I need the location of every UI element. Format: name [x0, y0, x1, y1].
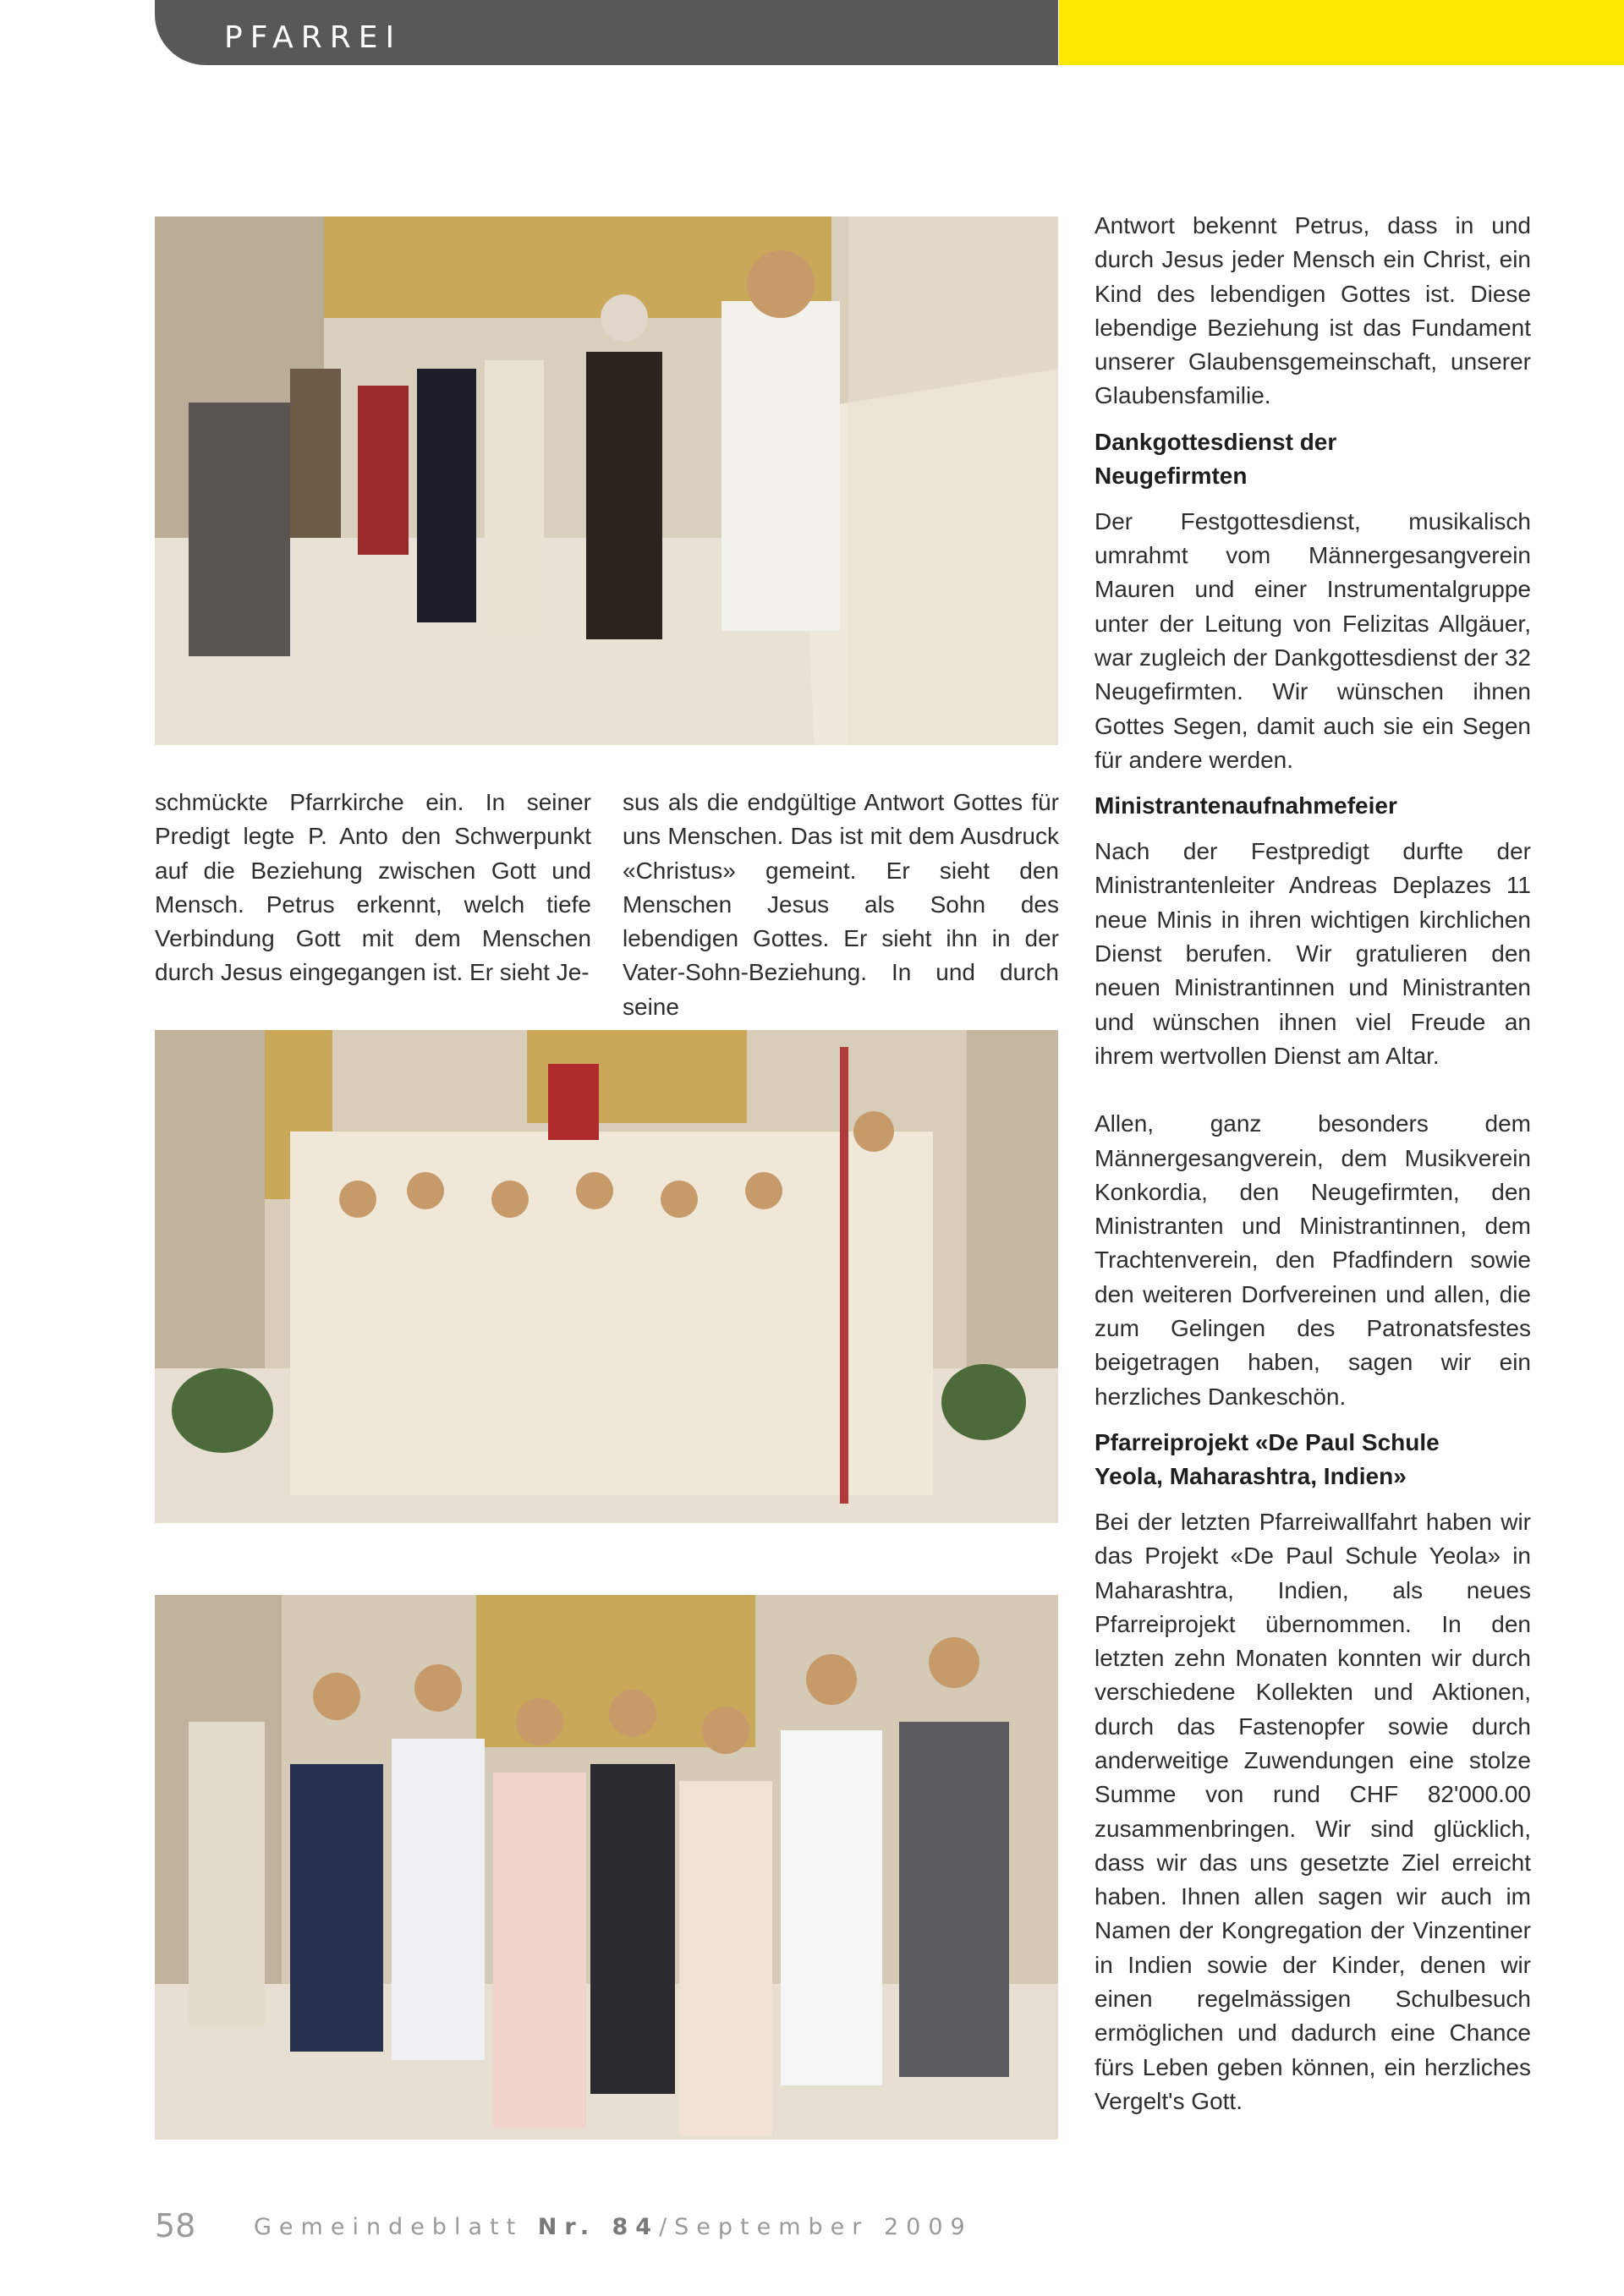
photo-altar-servers-group — [155, 1030, 1058, 1523]
article-column-right — [1095, 209, 1531, 2118]
paragraph-pfarreiprojekt: Bei der letzten Pfarreiwallfahrt haben wir das Projekt «De Paul Schule Yeola» in Maharashtra, Indien, als neues Pfarreiprojekt übernommen. In den letzten zehn Monaten konnten wir durch verschiedene Kollekten und Aktionen, durch das Fastenopfer sowie durch anderweitige Zuwendungen eine stolze Summe von rund CHF 82'000.00 zusammenbringen. Wir sind glücklich, dass wir das uns gesetzte Ziel erreicht haben. Ihnen allen sagen wir auch im Namen der Kongregation der Vinzentiner in Indien sowie der Kinder, denen wir einen regelmässigen Schulbesuch ermöglichen und dadurch eine Chance fürs Leben geben können, ein herzliches Vergelt's Gott. — [1095, 1508, 1531, 2114]
heading-dankgottesdienst: Dankgottesdienst der Neugefirmten — [1095, 428, 1337, 489]
photo-children-candles — [155, 1595, 1058, 2140]
photo-lector-ambo — [155, 216, 1058, 745]
section-title: PFARREI — [224, 20, 403, 55]
paragraph-ministranten: Nach der Festpredigt durfte der Ministrantenleiter Andreas Deplazes 11 neue Minis in ihren wichtigen kirchlichen Dienst berufen. Wir gratulieren den neuen Ministrantinnen und Ministranten und wünschen ihnen viel Freude an ihrem wertvollen Dienst am Altar. — [1095, 838, 1531, 1069]
paragraph-dankgottesdienst: Der Festgottesdienst, musikalisch umrahmt vom Männergesangverein Mauren und einer Instrumentalgruppe unter der Leitung von Felizitas Allgäuer, war zugleich der Dankgottesdienst der 32 Neugefirmten. Wir wünschen ihnen Gottes Segen, damit auch sie ein Segen für andere werden. — [1095, 507, 1531, 773]
paragraph-intro: Antwort bekennt Petrus, dass in und durch Jesus jeder Mensch ein Christ, ein Kind des lebendigen Gottes ist. Diese lebendige Beziehung ist das Fundament unserer Glaubensgemeinschaft, unserer Glaubensfamilie. — [1095, 212, 1531, 409]
article-column-left-b: sus als die endgültige Antwort Gottes für uns Menschen. Das ist mit dem Ausdruck «Christus» gemeint. Er sieht den Menschen Jesus als Sohn des lebendigen Gottes. Er sieht ihn in der Vater-Sohn-Beziehung. In und durch seine — [623, 789, 1059, 1020]
issue-date: /September 2009 — [659, 2214, 973, 2240]
publication-name: Gemeindeblatt — [254, 2214, 524, 2240]
header-accent — [1059, 0, 1624, 65]
article-column-left-a: schmückte Pfarrkirche ein. In seiner Predigt legte P. Anto den Schwerpunkt auf die Beziehung zwischen Gott und Mensch. Petrus erkennt, welch tiefe Verbindung Gott mit dem Menschen durch Jesus eingegangen ist. Er sieht Je- — [155, 789, 591, 986]
page-number: 58 — [155, 2207, 196, 2244]
heading-pfarreiprojekt: Pfarreiprojekt «De Paul Schule Yeola, Maharashtra, Indien» — [1095, 1428, 1440, 1489]
heading-ministranten: Ministrantenaufnahmefeier — [1095, 792, 1397, 819]
footer-publication — [254, 2214, 973, 2240]
paragraph-dank: Allen, ganz besonders dem Männergesangverein, dem Musikverein Konkordia, den Neugefirmten, den Ministranten und Ministrantinnen, dem Trachtenverein, den Pfadfindern sowie den weiteren Dorfvereinen und allen, die zum Gelingen des Patronatsfestes beigetragen haben, sagen wir ein herzliches Dankeschön. — [1095, 1110, 1531, 1410]
issue-label: Nr. 84 — [537, 2214, 660, 2240]
